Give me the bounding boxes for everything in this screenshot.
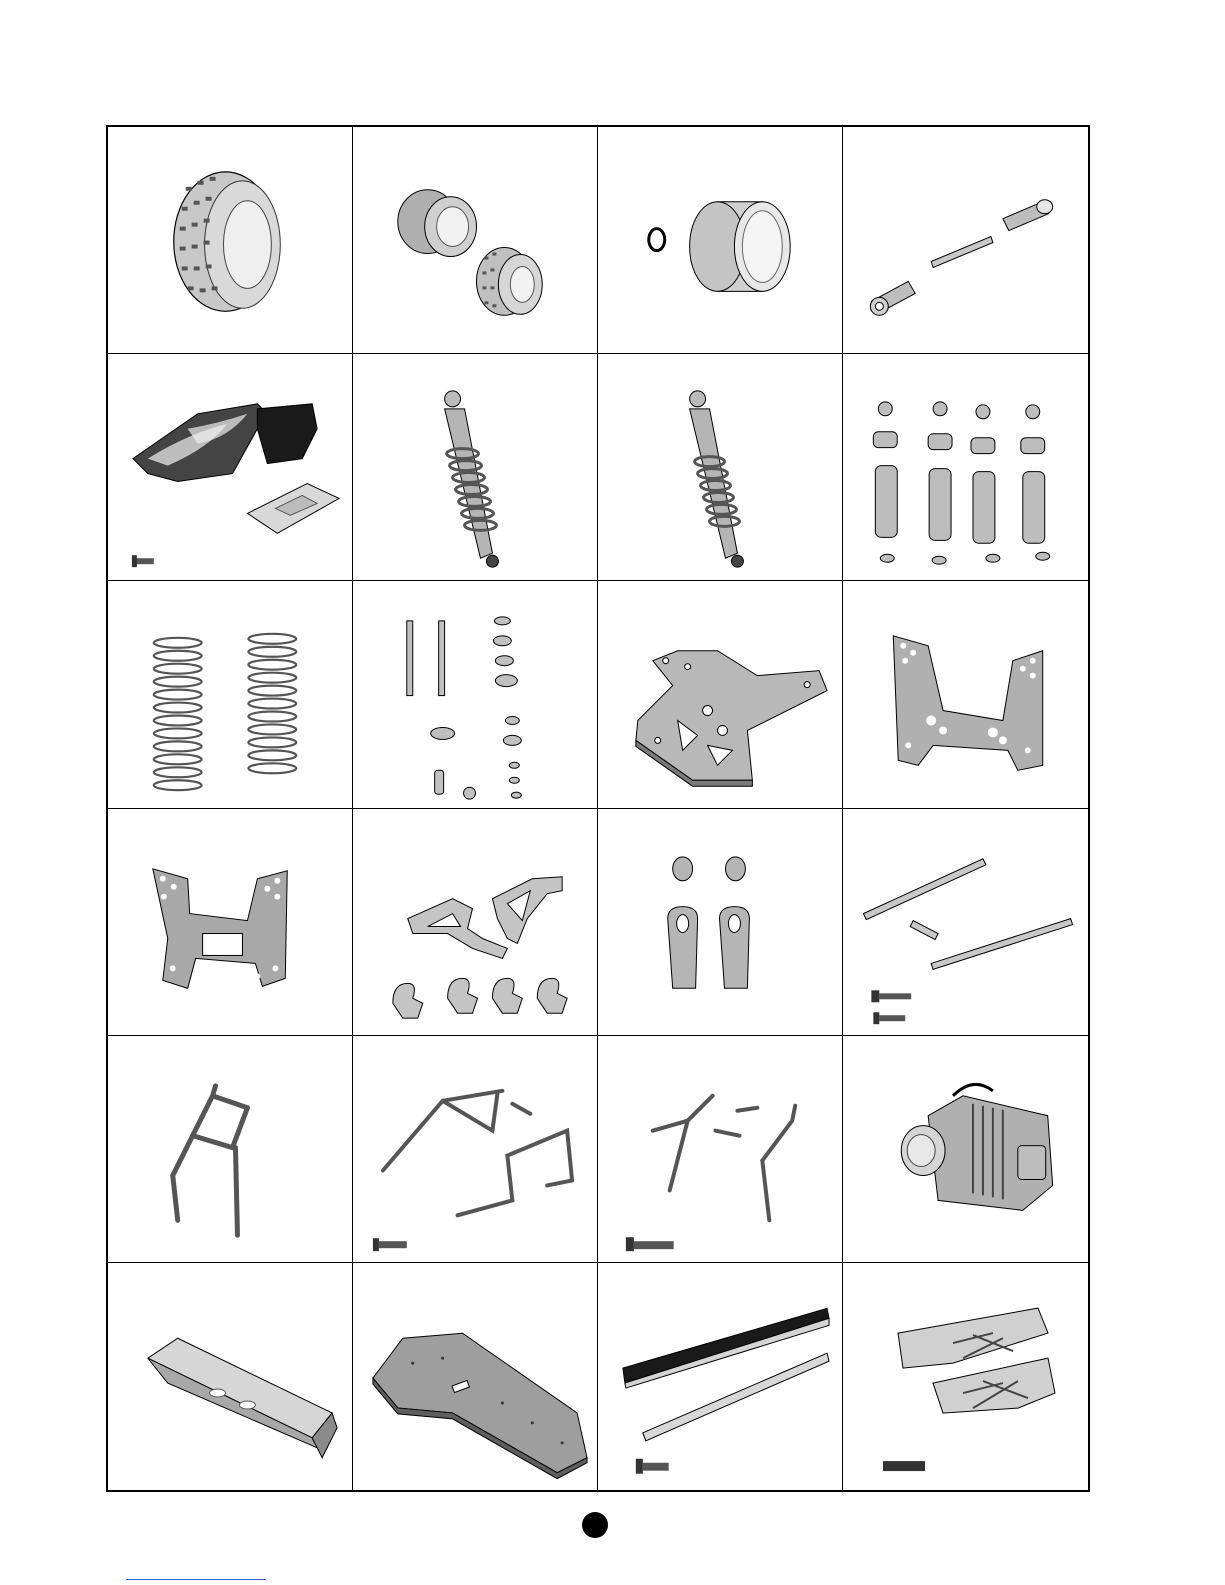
ball-ends-icon xyxy=(598,809,842,1035)
screw-icon xyxy=(626,1237,674,1251)
part-cell-shock-tower-front xyxy=(843,581,1088,808)
screw-icon xyxy=(373,1238,407,1251)
part-cell-chassis xyxy=(353,1263,598,1490)
part-cell-shock-shafts xyxy=(353,581,598,808)
part-cell-roll-cage-side xyxy=(353,1036,598,1263)
part-cell-lower-arms xyxy=(843,1263,1088,1490)
rear-wing-icon xyxy=(108,1263,352,1490)
shock-absorber-front-icon xyxy=(598,354,842,580)
hinge-pins-icon xyxy=(843,809,1088,1035)
parts-grid xyxy=(106,125,1090,1492)
tire-foam-insert-icon xyxy=(353,127,597,353)
screw-icon xyxy=(871,990,911,1002)
part-cell-hinge-pins xyxy=(843,809,1088,1036)
engine-icon xyxy=(843,1036,1088,1262)
turnbuckle-link-icon xyxy=(843,127,1088,353)
lower-arms-icon xyxy=(843,1263,1088,1490)
part-cell-tire-foam xyxy=(353,127,598,354)
part-cell-roll-cage-front xyxy=(108,1036,353,1263)
shock-tower-front-icon xyxy=(843,581,1088,807)
body-shell-icon xyxy=(108,354,352,580)
part-cell-tire xyxy=(108,127,353,354)
part-cell-roll-cage-rear xyxy=(598,1036,843,1263)
part-cell-turnbuckle xyxy=(843,127,1088,354)
part-cell-ball-ends xyxy=(598,809,843,1036)
part-cell-shock-tower-plate xyxy=(598,581,843,808)
screw-icon xyxy=(636,1459,669,1474)
tire-icon xyxy=(108,127,352,353)
shock-absorber-rear-icon xyxy=(353,354,597,580)
part-cell-shock-tower-rear xyxy=(108,809,353,1036)
screw-icon xyxy=(132,555,154,567)
page-number-marker xyxy=(582,1512,608,1538)
part-cell-body xyxy=(108,354,353,581)
part-cell-side-guards xyxy=(598,1263,843,1490)
part-cell-upper-arms xyxy=(353,809,598,1036)
screw-icon xyxy=(873,1012,905,1024)
shock-parts-set-icon xyxy=(843,354,1088,580)
roll-cage-front-icon xyxy=(108,1036,352,1262)
shock-shafts-set-icon xyxy=(353,581,597,807)
shock-springs-icon xyxy=(108,581,352,807)
part-cell-shock-rear xyxy=(353,354,598,581)
shock-tower-plate-icon xyxy=(598,581,842,807)
part-cell-springs xyxy=(108,581,353,808)
roll-cage-rear-icon xyxy=(598,1036,842,1262)
upper-arms-icon xyxy=(353,809,597,1035)
part-cell-shock-parts xyxy=(843,354,1088,581)
chassis-plate-icon xyxy=(353,1263,597,1490)
wheel-rim-icon xyxy=(598,127,842,353)
part-cell-wheel-rim xyxy=(598,127,843,354)
link-underline xyxy=(126,1579,266,1580)
roll-cage-side-icon xyxy=(353,1036,597,1262)
part-cell-shock-front xyxy=(598,354,843,581)
shock-tower-rear-icon xyxy=(108,809,352,1035)
part-cell-rear-wing xyxy=(108,1263,353,1490)
part-cell-engine xyxy=(843,1036,1088,1263)
side-guards-icon xyxy=(598,1263,842,1490)
